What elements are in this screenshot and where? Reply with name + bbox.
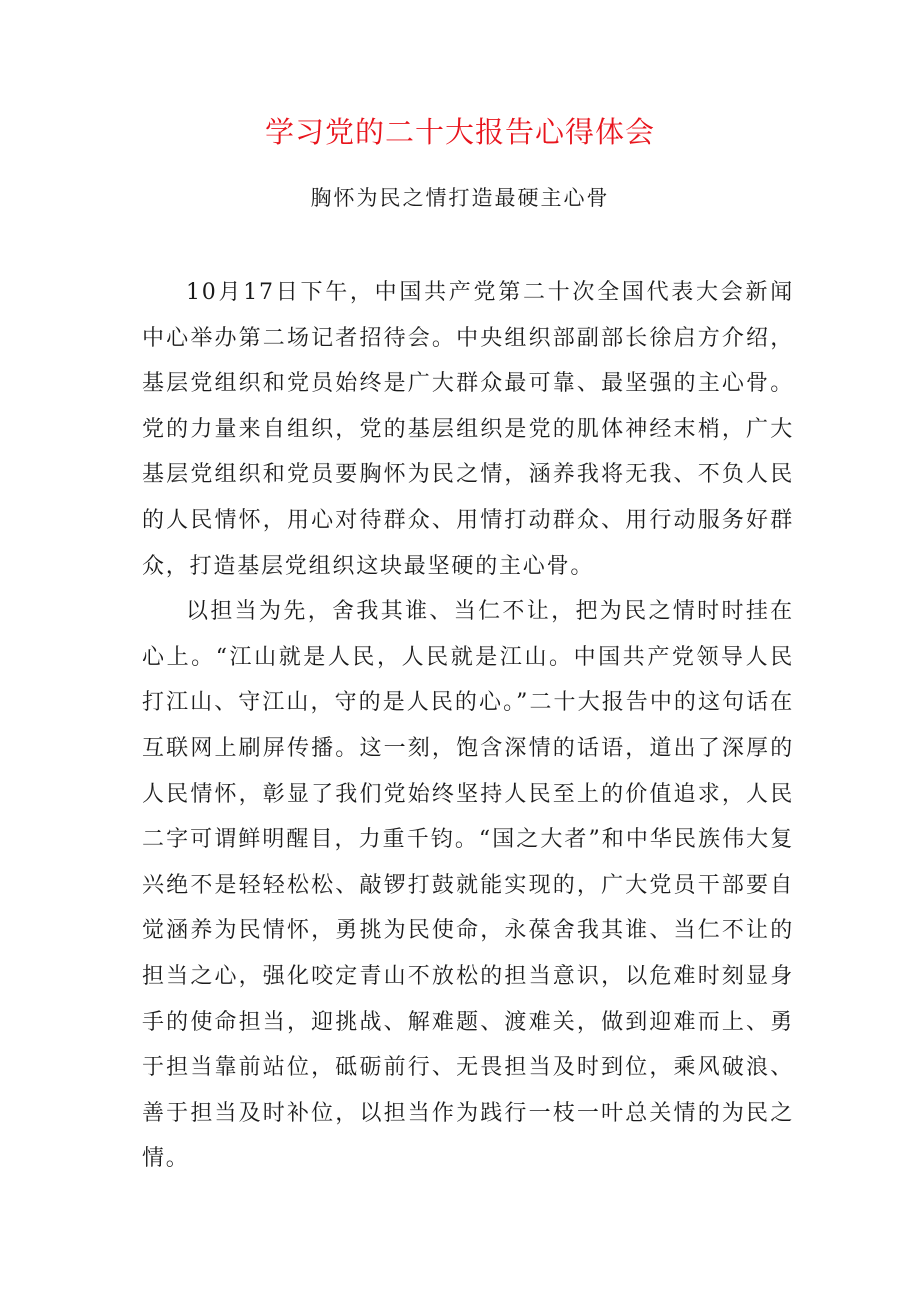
- document-title: 学习党的二十大报告心得体会: [264, 115, 655, 149]
- document-body: [142, 270, 794, 1182]
- body-paragraph-1: 10月17日下午，中国共产党第二十次全国代表大会新闻中心举办第二场记者招待会。中央组织部副部长徐启方介绍，基层党组织和党员始终是广大群众最可靠、最坚强的主心骨。党的力量来自组织，党的基层组织是党的肌体神经末梢，广大基层党组织和党员要胸怀为民之情，涵养我将无我、不负人民的人民情怀，用心对待群众、用情打动群众、用行动服务好群众，打造基层党组织这块最坚硬的主心骨。: [142, 280, 794, 579]
- body-paragraph-2: 以担当为先，舍我其谁、当仁不让，把为民之情时时挂在心上。“江山就是人民，人民就是江山。中国共产党领导人民打江山、守江山，守的是人民的心。”二十大报告中的这句话在互联网上刷屏传播。这一刻，饱含深情的话语，道出了深厚的人民情怀，彰显了我们党始终坚持人民至上的价值追求，人民二字可谓鲜明醒目，力重千钧。“国之大者”和中华民族伟大复兴绝不是轻轻松松、敲锣打鼓就能实现的，广大党员干部要自觉涵养为民情怀，勇挑为民使命，永葆舍我其谁、当仁不让的担当之心，强化咬定青山不放松的担当意识，以危难时刻显身手的使命担当，迎挑战、解难题、渡难关，做到迎难而上、勇于担当靠前站位，砥砺前行、无畏担当及时到位，乘风破浪、善于担当及时补位，以担当作为践行一枝一叶总关情的为民之情。: [142, 599, 794, 1172]
- document-subtitle: 胸怀为民之情打造最硬主心骨: [310, 186, 610, 210]
